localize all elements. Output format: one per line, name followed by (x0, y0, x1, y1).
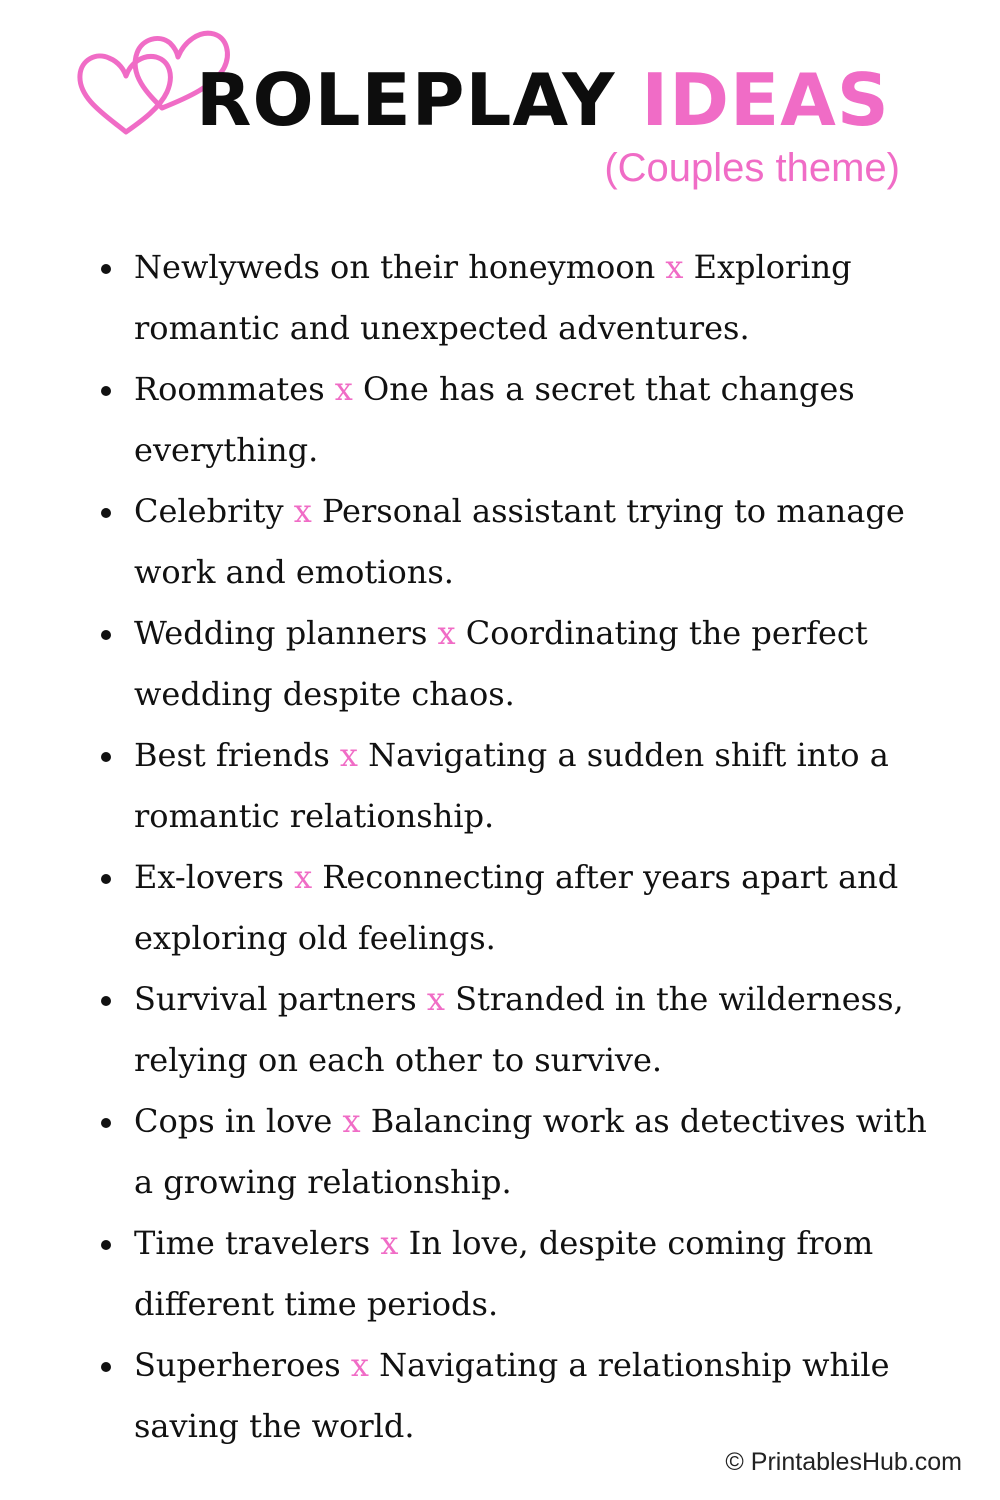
idea-separator: x (334, 370, 353, 408)
idea-scenario: Reconnecting after years apart and exploring old feelings. (134, 858, 899, 957)
idea-scenario: Navigating a sudden shift into a romantic relationship. (134, 736, 889, 835)
idea-role: Superheroes (134, 1346, 341, 1384)
idea-separator: x (665, 248, 684, 286)
idea-scenario: Stranded in the wilderness, relying on each other to survive. (134, 980, 904, 1079)
idea-role: Celebrity (134, 492, 284, 530)
idea-role: Cops in love (134, 1102, 333, 1140)
idea-separator: x (294, 858, 313, 896)
ideas-list (100, 237, 950, 1457)
idea-role: Wedding planners (134, 614, 428, 652)
idea-separator: x (437, 614, 456, 652)
idea-separator: x (426, 980, 445, 1018)
idea-separator: x (350, 1346, 369, 1384)
list-item (100, 359, 950, 481)
list-item (100, 847, 950, 969)
idea-separator: x (380, 1224, 399, 1262)
idea-role: Time travelers (134, 1224, 371, 1262)
idea-role: Ex-lovers (134, 858, 284, 896)
subtitle: (Couples theme) (604, 146, 900, 190)
title-roleplay: ROLEPLAY (196, 58, 616, 142)
idea-scenario: Coordinating the perfect wedding despite chaos. (134, 614, 868, 713)
idea-scenario: In love, despite coming from different time periods. (134, 1224, 874, 1323)
list-item (100, 1091, 950, 1213)
idea-scenario: Navigating a relationship while saving the world. (134, 1346, 890, 1445)
list-item (100, 1213, 950, 1335)
copyright-text: © PrintablesHub.com (725, 1448, 962, 1476)
idea-role: Roommates (134, 370, 325, 408)
idea-separator: x (293, 492, 312, 530)
idea-separator: x (339, 736, 358, 774)
idea-role: Newlyweds on their honeymoon (134, 248, 656, 286)
page-title (196, 50, 890, 150)
list-item (100, 603, 950, 725)
list-item (100, 1335, 950, 1457)
idea-scenario: Exploring romantic and unexpected adventures. (134, 248, 852, 347)
list-item (100, 237, 950, 359)
list-item (100, 969, 950, 1091)
list-item (100, 481, 950, 603)
idea-scenario: One has a secret that changes everything. (134, 370, 855, 469)
idea-scenario: Balancing work as detectives with a growing relationship. (134, 1102, 927, 1201)
list-item (100, 725, 950, 847)
idea-role: Best friends (134, 736, 330, 774)
idea-role: Survival partners (134, 980, 417, 1018)
title-ideas: IDEAS (641, 58, 890, 142)
idea-scenario: Personal assistant trying to manage work and emotions. (134, 492, 905, 591)
idea-separator: x (342, 1102, 361, 1140)
